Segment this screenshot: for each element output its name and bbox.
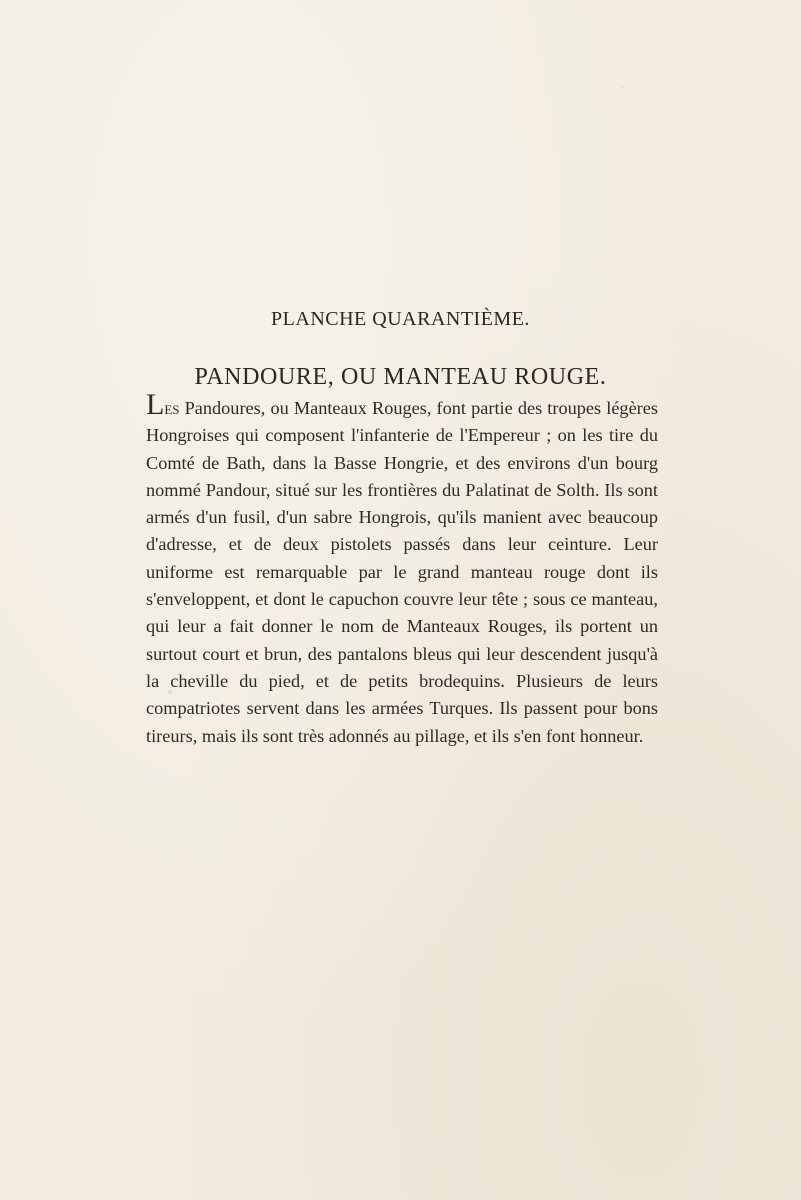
plate-title: PLANCHE QUARANTIÈME. [271,308,530,330]
paper-stain [622,86,625,89]
small-caps-text: es [164,398,180,418]
body-paragraph [146,390,658,750]
page-title: PANDOURE, OU MANTEAU ROUGE. [194,364,607,390]
drop-cap: L [146,388,165,421]
paragraph-text: Pandoures, ou Manteaux Rouges, font partie des troupes légères Hongroises qui composent l'infanterie de l'Empereur ; on les tire du Comté de Bath, dans la Basse Hongrie, et des environs d'un bourg nommé Pandour, situé sur les frontières du Palatinat de Solth. Ils sont armés d'un fusil, d'un sabre Hongrois, qu'ils manient avec beaucoup d'adresse, et de deux pistolets passés dans leur ceinture. Leur uniforme est remarquable par le grand manteau rouge dont ils s'enveloppent, et dont le capuchon couvre leur tête ; sous ce manteau, qui leur a fait donner le nom de Manteaux Rouges, ils portent un surtout court et brun, des pantalons bleus qui leur descendent jusqu'à la cheville du pied, et de petits brodequins. Plusieurs de leurs compatriotes servent dans les armées Turques. Ils passent pour bons tireurs, mais ils sont très adonnés au pillage, et ils s'en font honneur. [146,398,658,746]
